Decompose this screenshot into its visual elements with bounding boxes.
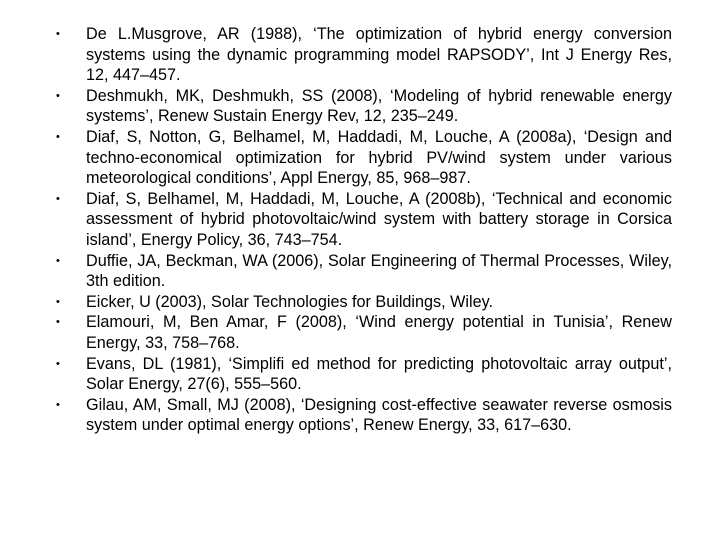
bullet-icon: • (56, 28, 60, 40)
bullet-icon: • (56, 295, 60, 308)
bullet-icon: • (56, 130, 60, 143)
reference-item (52, 251, 672, 292)
reference-text: Diaf, S, Notton, G, Belhamel, M, Haddadi, M, Louche, A (2008a), ‘Design and techno-economical optimization for hybrid PV/wind system under various meteorological conditions’, Appl Energy, 85, 968–987. (86, 127, 672, 188)
reference-item (52, 395, 672, 436)
reference-text: Deshmukh, MK, Deshmukh, SS (2008), ‘Modeling of hybrid renewable energy systems’, Renew Sustain Energy Rev, 12, 235–249. (86, 86, 672, 126)
bullet-icon: • (56, 398, 60, 411)
bullet-icon: • (56, 357, 60, 370)
reference-text: De L.Musgrove, AR (1988), ‘The optimization of hybrid energy conversion systems using the dynamic programming model RAPSODY’, Int J Energy Res, 12, 447–457. (86, 25, 672, 85)
reference-text: Eicker, U (2003), Solar Technologies for Buildings, Wiley. (86, 292, 493, 311)
reference-text: Duffie, JA, Beckman, WA (2006), Solar Engineering of Thermal Processes, Wiley, 3th edition. (86, 251, 672, 291)
reference-item (52, 189, 672, 251)
bullet-icon: • (56, 316, 60, 329)
reference-text: Elamouri, M, Ben Amar, F (2008), ‘Wind energy potential in Tunisia’, Renew Energy, 33, 758–768. (86, 313, 672, 352)
reference-item (52, 354, 672, 395)
reference-text: Evans, DL (1981), ‘Simplifi ed method for predicting photovoltaic array output’, Solar Energy, 27(6), 555–560. (86, 354, 672, 394)
bullet-icon: • (56, 89, 60, 102)
reference-item (52, 312, 672, 353)
reference-list (52, 24, 672, 436)
bullet-icon: • (56, 192, 60, 205)
reference-item (52, 292, 672, 313)
reference-item (52, 127, 672, 189)
reference-text: Gilau, AM, Small, MJ (2008), ‘Designing cost-effective seawater reverse osmosis system under optimal energy options’, Renew Energy, 33, 617–630. (86, 395, 672, 435)
reference-text: Diaf, S, Belhamel, M, Haddadi, M, Louche, A (2008b), ‘Technical and economic assessment of hybrid photovoltaic/wind system with battery storage in Corsica island’, Energy Policy, 36, 743–754. (86, 189, 672, 249)
reference-item (52, 24, 672, 86)
bullet-icon: • (56, 254, 60, 267)
reference-item (52, 86, 672, 127)
